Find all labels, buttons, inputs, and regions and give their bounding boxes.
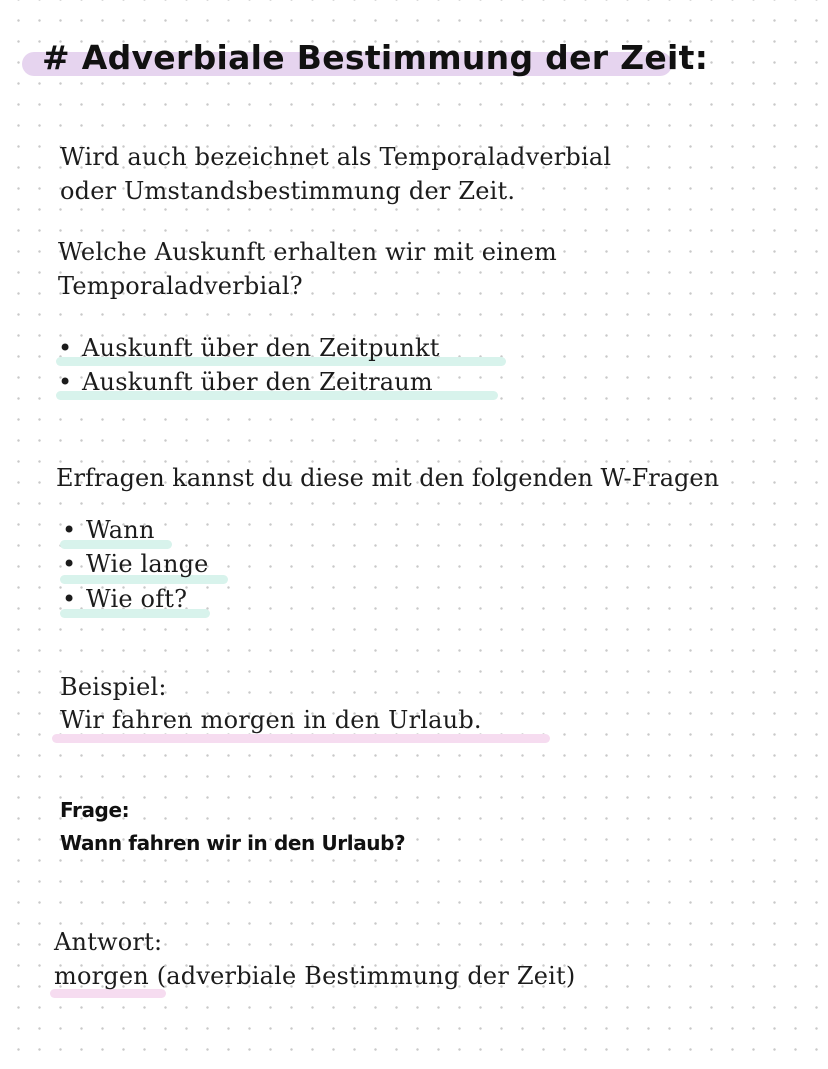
question-line-2: Temporaladverbial? xyxy=(58,272,303,300)
wfrage-item xyxy=(62,547,209,581)
info-bullet-item xyxy=(58,331,440,365)
wfragen-intro: Erfragen kannst du diese mit den folgenden W-Fragen xyxy=(56,464,720,492)
info-bullet-text: Auskunft über den Zeitpunkt xyxy=(82,334,440,362)
antwort-label: Antwort: xyxy=(54,928,163,956)
bullet-dot: • xyxy=(62,585,77,613)
wfrage-text: Wann xyxy=(86,516,155,544)
wfrage-item xyxy=(62,513,155,547)
bullet-dot: • xyxy=(62,550,77,578)
frage-label: Frage: xyxy=(60,798,130,822)
intro-line-2: oder Umstandsbestimmung der Zeit. xyxy=(60,177,516,205)
example-sentence: Wir fahren morgen in den Urlaub. xyxy=(60,706,482,734)
antwort-line xyxy=(54,959,575,993)
bullet-dot: • xyxy=(58,368,73,396)
antwort-word: morgen xyxy=(54,962,149,990)
page-title: # Adverbiale Bestimmung der Zeit: xyxy=(42,38,709,77)
question-line-1: Welche Auskunft erhalten wir mit einem xyxy=(58,238,558,266)
info-bullet-item xyxy=(58,365,433,399)
wfrage-item xyxy=(62,582,187,616)
example-label: Beispiel: xyxy=(60,673,167,701)
frage-text: Wann fahren wir in den Urlaub? xyxy=(60,831,406,855)
antwort-rest: (adverbiale Bestimmung der Zeit) xyxy=(148,962,576,990)
bullet-dot: • xyxy=(62,516,77,544)
wfrage-text: Wie oft? xyxy=(86,585,188,613)
bullet-dot: • xyxy=(58,334,73,362)
wfrage-text: Wie lange xyxy=(86,550,209,578)
info-bullet-text: Auskunft über den Zeitraum xyxy=(82,368,433,396)
intro-line-1: Wird auch bezeichnet als Temporaladverbial xyxy=(60,143,612,171)
